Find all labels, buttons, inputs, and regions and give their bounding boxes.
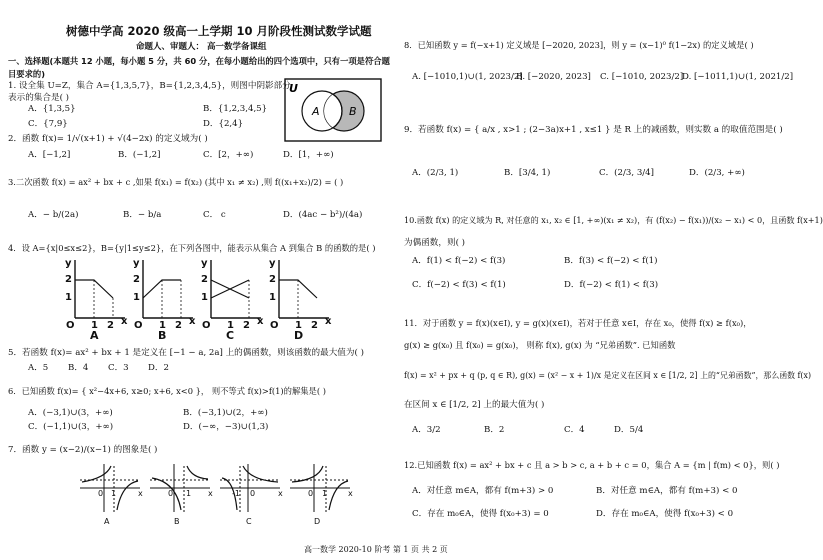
svg-text:1: 1	[186, 489, 192, 498]
q3-option-a: A．− b/(2a)	[28, 210, 79, 220]
q10-option-a: A．f(1) < f(−2) < f(3)	[412, 256, 506, 266]
q3-option-b: B．− b/a	[123, 210, 162, 220]
q2-option-c: C．[2，+∞)	[203, 150, 254, 160]
q11-option-d: D．5/4	[614, 425, 644, 435]
q7-graph-d-label: D	[314, 517, 321, 526]
q11-line3: f(x) = x² + px + q (p, q ∈ R), g(x) = (x² − x + 1)/x 是定义在区间 x ∈ [1/2, 2] 上的“兄弟函数”，那么函数 f(x)	[404, 371, 812, 380]
q3-option-d: D．(4ac − b²)/(4a)	[283, 210, 363, 220]
q7-graphs	[78, 462, 353, 528]
q10-option-c: C．f(−2) < f(3) < f(1)	[412, 280, 506, 290]
svg-text:x: x	[257, 316, 264, 327]
q8-option-d: D. [−1011,1)∪(1, 2021/2]	[682, 72, 794, 82]
q9-option-c: C．(2/3, 3/4]	[599, 168, 654, 178]
venn-label-a: A	[312, 105, 320, 118]
svg-text:1: 1	[133, 292, 140, 303]
svg-text:2: 2	[175, 320, 182, 331]
q1-stem-line2: 表示的集合是( )	[8, 93, 69, 103]
q1-option-b: B．{1,2,3,4,5}	[203, 104, 268, 114]
q7-graph-d	[290, 464, 353, 526]
q11-line4: 在区间 x ∈ [1/2, 2] 上的最大值为( )	[404, 400, 545, 410]
svg-text:O: O	[66, 320, 75, 331]
svg-text:0: 0	[98, 489, 104, 498]
svg-text:1: 1	[111, 489, 117, 498]
q10-stem-line2: 为偶函数，则( )	[404, 238, 465, 248]
q4-graph-a	[65, 258, 128, 342]
q1-option-a: A．{1,3,5}	[28, 104, 76, 114]
q11-line1: 11．对于函数 y = f(x)(x∈I), y = g(x)(x∈I)，若对于任意 x∈I，存在 x₀，使得 f(x) ≥ f(x₀)，	[404, 318, 752, 328]
q12-option-c: C．存在 m₀∈A，使得 f(x₀+3) = 0	[412, 509, 549, 519]
svg-text:y: y	[133, 258, 140, 269]
svg-text:y: y	[269, 258, 276, 269]
q7-graph-b-label: B	[174, 517, 180, 526]
svg-text:1: 1	[269, 292, 276, 303]
q12-option-d: D．存在 m₀∈A，使得 f(x₀+3) < 0	[596, 509, 734, 519]
svg-text:2: 2	[269, 274, 276, 285]
svg-text:O: O	[134, 320, 143, 331]
q4-stem: 4．设 A={x|0≤x≤2}，B={y|1≤y≤2}，在下列各图中，能表示从集合 A 到集合 B 的函数的是( )	[8, 243, 376, 253]
svg-text:1: 1	[295, 320, 302, 331]
page-footer: 高一数学 2020-10 阶考 第 1 页 共 2 页	[304, 545, 448, 554]
q2-option-b: B．(−1,2]	[118, 150, 161, 160]
q5-option-a: A．5	[28, 363, 49, 373]
q4-graph-c	[201, 258, 264, 342]
q7-stem: 7．函数 y = (x−2)/(x−1) 的图象是( )	[8, 445, 158, 455]
q2-option-a: A．[−1,2]	[28, 150, 71, 160]
q12-option-a: A．对任意 m∈A，都有 f(m+3) > 0	[412, 486, 554, 496]
q6-stem: 6．已知函数 f(x)= { x²−4x+6, x≥0; x+6, x<0 }， 则不等式 f(x)>f(1)的解集是( )	[8, 386, 326, 396]
q11-option-c: C．4	[564, 425, 585, 435]
q12-stem: 12.已知函数 f(x) = ax² + bx + c 且 a > b > c, a + b + c = 0，集合 A = {m | f(m) < 0}，则( )	[404, 460, 780, 470]
q1-option-d: D．{2,4}	[203, 119, 244, 129]
page-title: 树德中学高 2020 级高一上学期 10 月阶段性测试数学试题	[66, 24, 372, 38]
svg-text:0: 0	[168, 489, 174, 498]
q4-graph-c-label: C	[226, 329, 235, 342]
q10-option-d: D．f(−2) < f(1) < f(3)	[564, 280, 659, 290]
q11-option-a: A．3/2	[412, 425, 441, 435]
q4-graphs	[63, 256, 333, 340]
q9-option-b: B．[3/4, 1)	[504, 168, 551, 178]
q7-graph-c-label: C	[246, 517, 252, 526]
authors-line: 命题人、审题人： 高一数学备课组	[136, 42, 267, 52]
q5-option-d: D．2	[148, 363, 169, 373]
svg-text:x: x	[121, 316, 128, 327]
q9-stem: 9．若函数 f(x) = { a/x , x>1 ; (2−3a)x+1 , x≤1 } 是 R 上的减函数，则实数 a 的取值范围是( )	[404, 125, 783, 135]
svg-text:x: x	[138, 489, 143, 498]
q5-stem: 5．若函数 f(x)= ax² + bx + 1 是定义在 [−1 − a, 2a] 上的偶函数，则该函数的最大值为( )	[8, 348, 364, 358]
q12-option-b: B．对任意 m∈A，都有 f(m+3) < 0	[596, 486, 738, 496]
svg-text:x: x	[189, 316, 196, 327]
q8-option-a: A. [−1010,1)∪(1, 2023/2]	[412, 72, 523, 82]
svg-text:0: 0	[250, 489, 256, 498]
svg-text:0: 0	[308, 489, 314, 498]
venn-label-u: U	[289, 82, 298, 95]
svg-text:1: 1	[65, 292, 72, 303]
q1-stem-line1: 1. 设全集 U=Z，集合 A={1,3,5,7}，B={1,2,3,4,5}，则图中阴影部分	[8, 81, 291, 91]
q5-option-b: B．4	[68, 363, 89, 373]
svg-text:x: x	[208, 489, 213, 498]
svg-text:x: x	[325, 316, 332, 327]
svg-text:O: O	[270, 320, 279, 331]
q4-graph-b-label: B	[158, 329, 167, 342]
svg-text:2: 2	[107, 320, 114, 331]
svg-text:y: y	[65, 258, 72, 269]
q3-stem: 3.二次函数 f(x) = ax² + bx + c ,如果 f(x₁) = f(x₂) (其中 x₁ ≠ x₂) ,则 f((x₁+x₂)/2) = ( )	[8, 177, 344, 187]
svg-text:2: 2	[243, 320, 250, 331]
venn-diagram	[284, 78, 382, 142]
q3-option-c: C． c	[203, 210, 226, 220]
q9-option-a: A．(2/3, 1)	[412, 168, 459, 178]
q6-option-b: B．(−3,1)∪(2，+∞)	[183, 408, 268, 418]
q7-graph-c	[220, 464, 283, 526]
svg-text:2: 2	[201, 274, 208, 285]
q7-graph-b	[150, 464, 213, 526]
q7-graph-a-label: A	[104, 517, 110, 526]
q9-option-d: D．(2/3, +∞)	[689, 168, 745, 178]
svg-text:1: 1	[322, 489, 328, 498]
svg-text:1: 1	[159, 320, 166, 331]
svg-text:2: 2	[133, 274, 140, 285]
venn-label-b: B	[349, 105, 357, 118]
svg-text:y: y	[201, 258, 208, 269]
q4-graph-a-label: A	[90, 329, 99, 342]
svg-text:O: O	[202, 320, 211, 331]
q11-option-b: B．2	[484, 425, 505, 435]
q6-option-d: D．(−∞，−3)∪(1,3)	[183, 422, 269, 432]
q8-option-c: C. [−1010, 2023/2]	[600, 72, 684, 82]
q1-option-c: C．{7,9}	[28, 119, 68, 129]
q4-graph-d	[269, 258, 332, 342]
svg-text:x: x	[278, 489, 283, 498]
svg-text:2: 2	[65, 274, 72, 285]
q2-option-d: D．[1，+∞)	[283, 150, 334, 160]
svg-text:x: x	[348, 489, 353, 498]
svg-text:1: 1	[91, 320, 98, 331]
svg-text:2: 2	[311, 320, 318, 331]
svg-text:-1: -1	[232, 489, 240, 498]
q8-option-b: B. [−2020, 2023]	[516, 72, 591, 82]
q8-stem: 8．已知函数 y = f(−x+1) 定义域是 [−2020, 2023]，则 y = (x−1)⁰ f(1−2x) 的定义域是( )	[404, 40, 754, 50]
q2-stem: 2．函数 f(x)= 1/√(x+1) + √(4−2x) 的定义域为( )	[8, 134, 208, 144]
q6-option-c: C．(−1,1)∪(3，+∞)	[28, 422, 114, 432]
svg-text:1: 1	[227, 320, 234, 331]
section-heading: 一、选择题(本题共 12 小题，每小题 5 分，共 60 分，在每小题给出的四个选项中，只有一项是符合题目要求的)	[8, 56, 390, 79]
q4-graph-d-label: D	[294, 329, 304, 342]
q7-graph-a	[80, 464, 143, 526]
q10-stem-line1: 10.函数 f(x) 的定义域为 R, 对任意的 x₁, x₂ ∈ [1, +∞)(x₁ ≠ x₂)，有 (f(x₂) − f(x₁))/(x₂ − x₁) < 0，且函数 f(x+1)	[404, 215, 823, 225]
q11-line2: g(x) ≥ g(x₀) 且 f(x₀) = g(x₀)， 则称 f(x), g(x) 为 “兄弟函数”. 已知函数	[404, 340, 676, 350]
q10-option-b: B．f(3) < f(−2) < f(1)	[564, 256, 658, 266]
q5-option-c: C．3	[108, 363, 129, 373]
svg-text:1: 1	[201, 292, 208, 303]
q4-graph-b	[133, 258, 196, 342]
q6-option-a: A．(−3,1)∪(3，+∞)	[28, 408, 113, 418]
